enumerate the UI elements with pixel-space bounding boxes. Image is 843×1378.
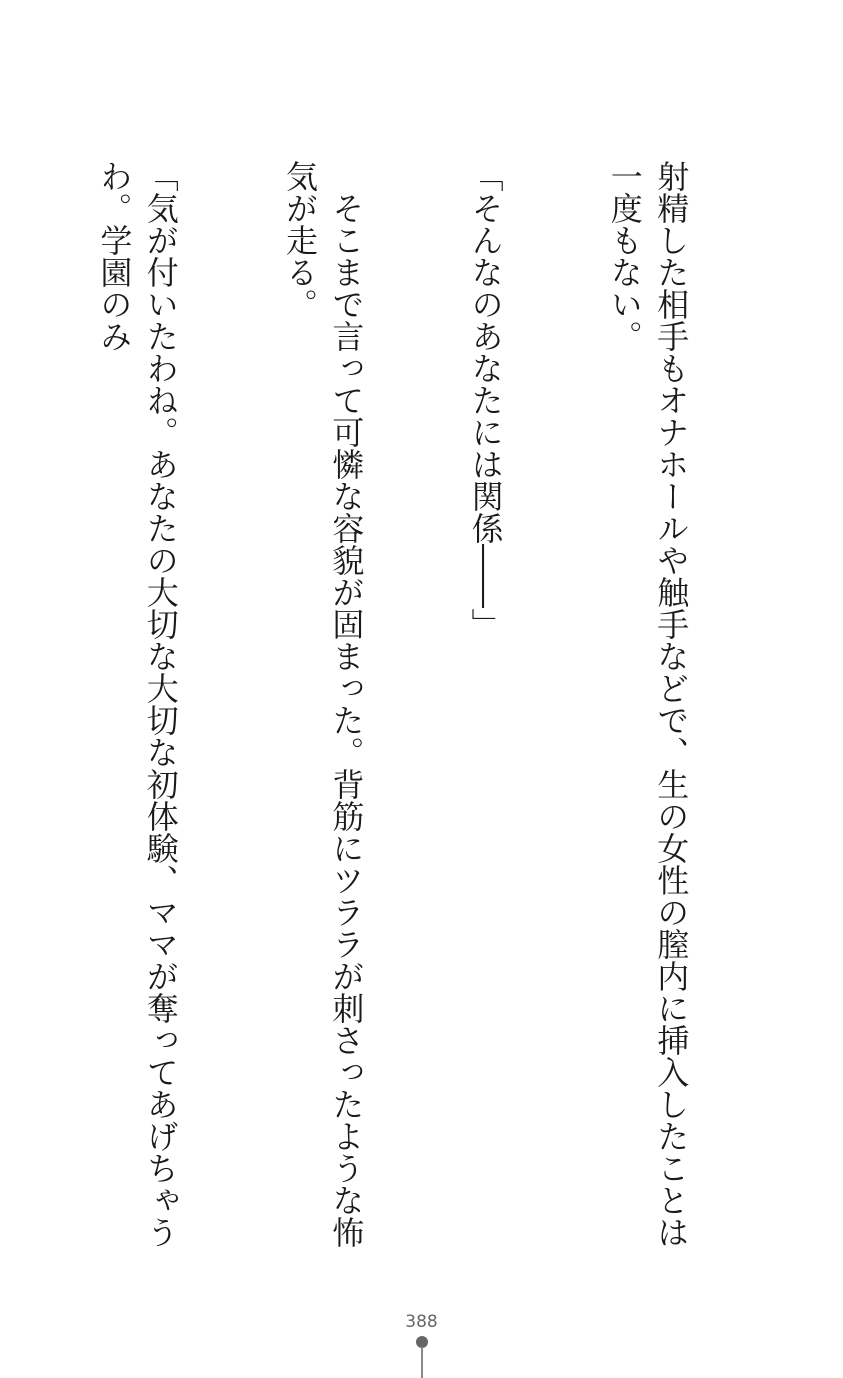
text-line-4: 「気が付いたわね。あなたの大切な大切な初体験、ママが奪ってあげちゃうわ。学園のみ: [95, 160, 180, 1248]
page-footer: [0, 1300, 843, 1378]
text-line-2: 「そんなのあなたには関係――」: [466, 160, 505, 640]
page-marker-line: [421, 1347, 423, 1378]
text-line-3: そこまで言って可憐な容貌が固まった。背筋にツララが刺さったような怖気が走る。: [280, 160, 366, 1248]
page-number: 388: [405, 1312, 438, 1332]
vertical-text-body: [47, 160, 787, 1268]
text-line-1: 射精した相手もオナホールや触手などで、生の女性の膣内に挿入したことは一度もない。: [605, 160, 691, 1248]
